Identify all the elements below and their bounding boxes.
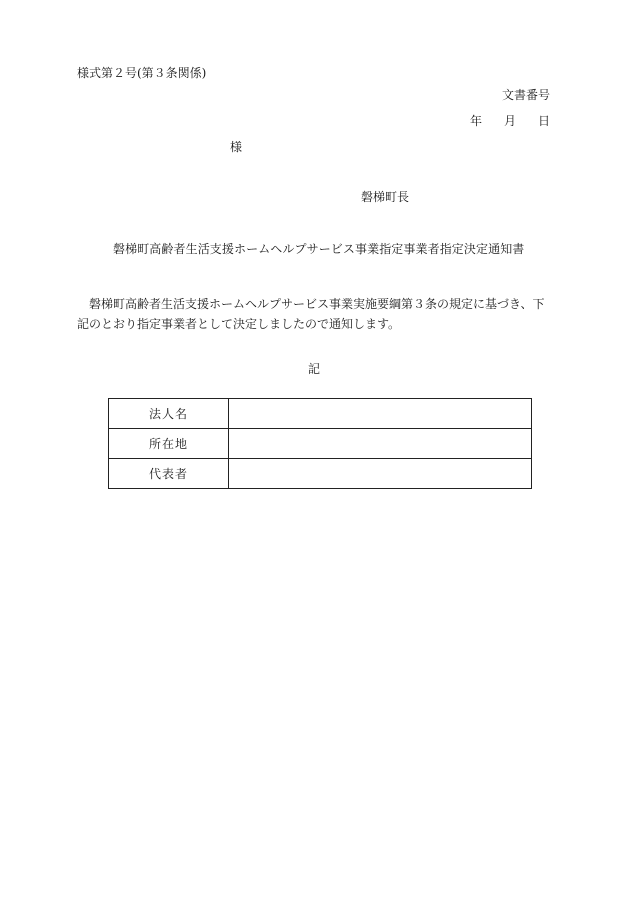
address-value <box>229 429 532 459</box>
representative-label: 代表者 <box>109 459 229 489</box>
table-row <box>109 459 532 489</box>
date-line <box>470 114 550 128</box>
corporation-name-label: 法人名 <box>109 399 229 429</box>
day-label: 日 <box>537 114 550 128</box>
form-number: 様式第２号(第３条関係) <box>77 66 207 80</box>
sender-name: 磐梯町長 <box>361 190 410 204</box>
document-number-label: 文書番号 <box>501 88 550 102</box>
table-row <box>109 399 532 429</box>
table-row <box>109 429 532 459</box>
address-label: 所在地 <box>109 429 229 459</box>
year-label: 年 <box>469 114 482 128</box>
body-paragraph: 磐梯町高齢者生活支援ホームヘルプサービス事業実施要綱第３条の規定に基づき、下記のとおり指定事業者として決定しましたので通知します。 <box>77 297 545 331</box>
ki-heading: 記 <box>308 362 321 376</box>
month-label: 月 <box>503 114 516 128</box>
corporation-name-value <box>229 399 532 429</box>
info-table <box>108 398 532 489</box>
document-title: 磐梯町高齢者生活支援ホームヘルプサービス事業指定事業者指定決定通知書 <box>113 242 525 256</box>
addressee-suffix: 様 <box>230 140 243 154</box>
representative-value <box>229 459 532 489</box>
